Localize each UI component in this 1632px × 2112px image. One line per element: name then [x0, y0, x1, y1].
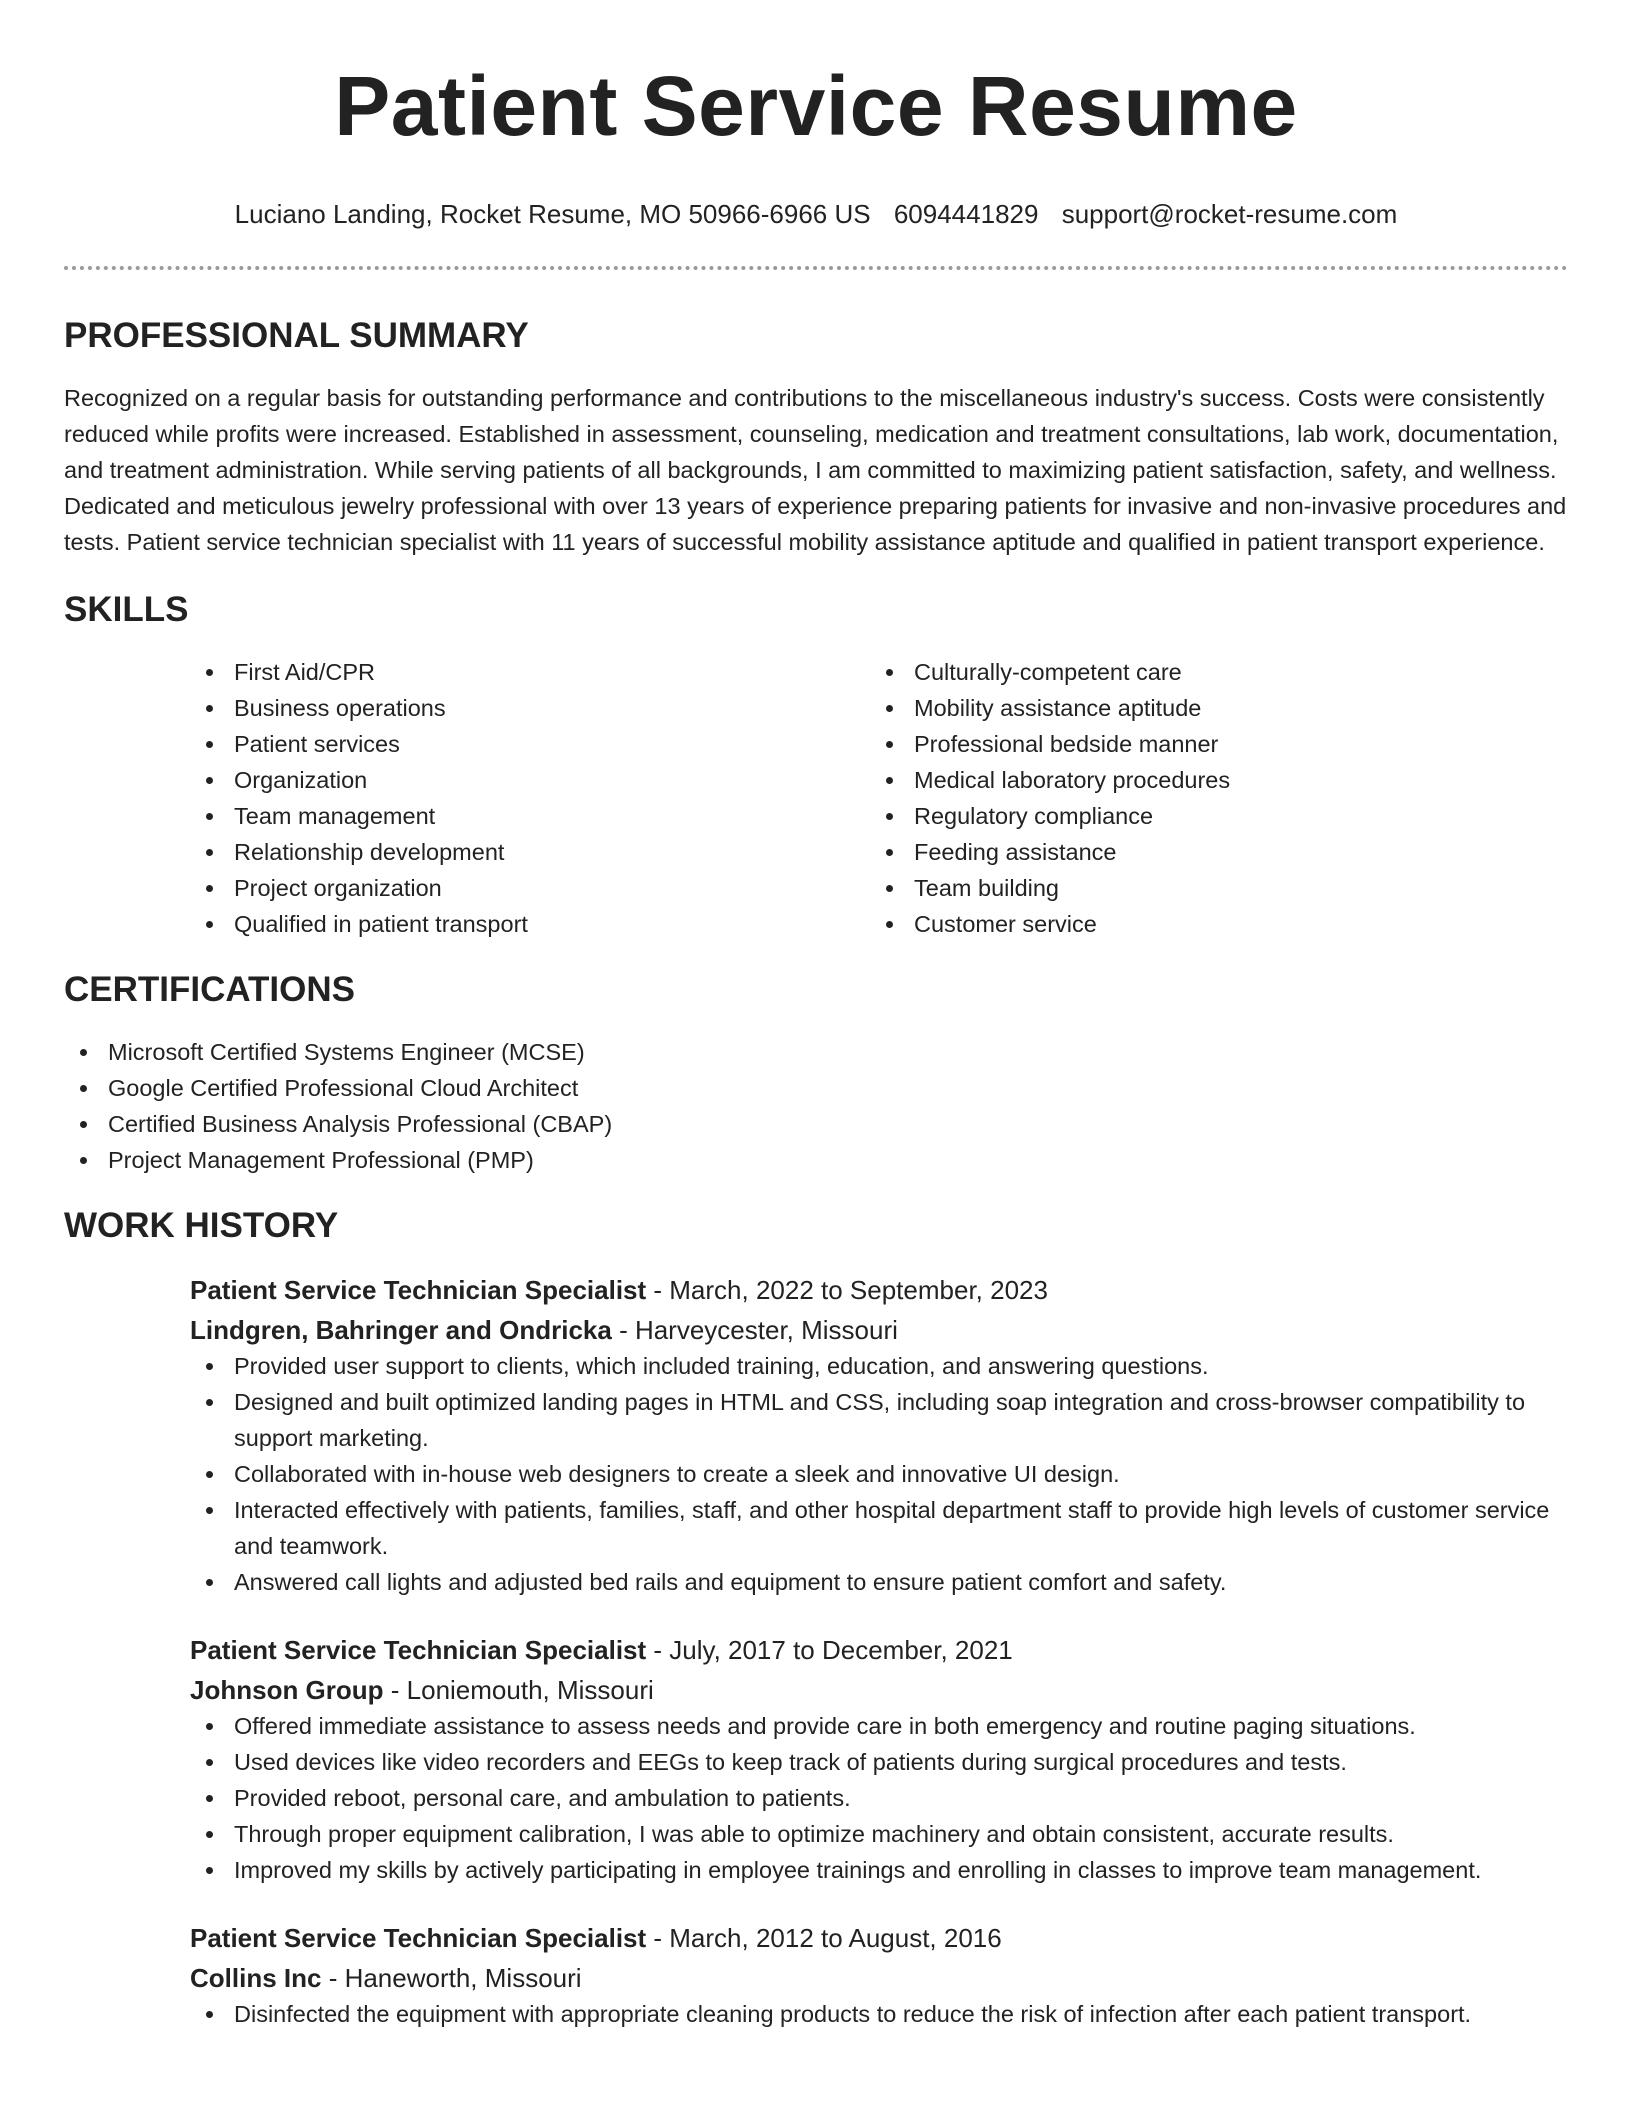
skills-list-right [870, 654, 1550, 942]
skill-item: Relationship development [190, 834, 870, 870]
skill-item: Team building [870, 870, 1550, 906]
skills-heading: SKILLS [64, 590, 189, 629]
job-entry [190, 1272, 1568, 1600]
job-company: Johnson Group [190, 1675, 384, 1705]
job-duty-item: Used devices like video recorders and EEGs to keep track of patients during surgical procedures and tests. [190, 1744, 1568, 1780]
job-dates: - July, 2017 to December, 2021 [646, 1635, 1013, 1665]
job-company-line [190, 1960, 1568, 1996]
certification-item: Certified Business Analysis Professional (CBAP) [64, 1106, 1568, 1142]
summary-heading: PROFESSIONAL SUMMARY [64, 316, 529, 355]
job-duty-item: Through proper equipment calibration, I was able to optimize machinery and obtain consistent, accurate results. [190, 1816, 1568, 1852]
work-history-heading: WORK HISTORY [64, 1206, 339, 1245]
skill-item: Team management [190, 798, 870, 834]
contact-line [64, 196, 1568, 232]
contact-email: support@rocket-resume.com [1061, 199, 1398, 229]
job-duty-item: Collaborated with in-house web designers to create a sleek and innovative UI design. [190, 1456, 1568, 1492]
contact-address: Luciano Landing, Rocket Resume, MO 50966-6966 US [234, 199, 871, 229]
job-duty-item: Designed and built optimized landing pages in HTML and CSS, including soap integration and cross-browser compatibility to support marketing. [190, 1384, 1568, 1456]
job-title-line [190, 1272, 1568, 1308]
job-duty-item: Answered call lights and adjusted bed rails and equipment to ensure patient comfort and safety. [190, 1564, 1568, 1600]
job-title: Patient Service Technician Specialist [190, 1923, 647, 1953]
skills-columns [190, 654, 1568, 942]
job-duty-item: Provided reboot, personal care, and ambulation to patients. [190, 1780, 1568, 1816]
certifications-list [64, 1034, 1568, 1178]
job-duties-list [190, 1996, 1568, 2032]
job-dates: - March, 2022 to September, 2023 [646, 1275, 1048, 1305]
job-location: - Loniemouth, Missouri [383, 1675, 654, 1705]
certification-item: Microsoft Certified Systems Engineer (MCSE) [64, 1034, 1568, 1070]
job-dates: - March, 2012 to August, 2016 [646, 1923, 1002, 1953]
skill-item: Patient services [190, 726, 870, 762]
job-entry [190, 1632, 1568, 1888]
page-title: Patient Service Resume [334, 59, 1298, 153]
resume-page [64, 0, 1568, 2032]
job-duty-item: Provided user support to clients, which included training, education, and answering questions. [190, 1348, 1568, 1384]
skill-item: Qualified in patient transport [190, 906, 870, 942]
job-duty-item: Offered immediate assistance to assess needs and provide care in both emergency and routine paging situations. [190, 1708, 1568, 1744]
job-title-line [190, 1920, 1568, 1956]
job-title: Patient Service Technician Specialist [190, 1275, 647, 1305]
job-company-line [190, 1672, 1568, 1708]
job-duties-list [190, 1348, 1568, 1600]
skill-item: Feeding assistance [870, 834, 1550, 870]
summary-text: Recognized on a regular basis for outstanding performance and contributions to the miscellaneous industry's success. Costs were consistently reduced while profits were increased. Established in assessment, counseling, medication and treatment consultations, lab work, documentation, and treatment administration. While serving patients of all backgrounds, I am committed to maximizing patient satisfaction, safety, and wellness. Dedicated and meticulous jewelry professional with over 13 years of experience preparing patients for invasive and non-invasive procedures and tests. Patient service technician specialist with 11 years of successful mobility assistance aptitude and qualified in patient transport experience. [64, 385, 1567, 555]
header-divider [64, 266, 1568, 270]
job-duty-item: Interacted effectively with patients, families, staff, and other hospital department staff to provide high levels of customer service and teamwork. [190, 1492, 1568, 1564]
skill-item: Culturally-competent care [870, 654, 1550, 690]
skill-item: Organization [190, 762, 870, 798]
job-location: - Harveycester, Missouri [611, 1315, 898, 1345]
job-company: Collins Inc [190, 1963, 322, 1993]
certification-item: Project Management Professional (PMP) [64, 1142, 1568, 1178]
contact-phone: 6094441829 [893, 199, 1039, 229]
job-company: Lindgren, Bahringer and Ondricka [190, 1315, 612, 1345]
skill-item: Business operations [190, 690, 870, 726]
skill-item: Medical laboratory procedures [870, 762, 1550, 798]
job-duty-item: Improved my skills by actively participating in employee trainings and enrolling in classes to improve team management. [190, 1852, 1568, 1888]
skill-item: Mobility assistance aptitude [870, 690, 1550, 726]
job-title: Patient Service Technician Specialist [190, 1635, 647, 1665]
job-company-line [190, 1312, 1568, 1348]
job-location: - Haneworth, Missouri [321, 1963, 582, 1993]
job-title-line [190, 1632, 1568, 1668]
skill-item: Professional bedside manner [870, 726, 1550, 762]
job-duty-item: Disinfected the equipment with appropriate cleaning products to reduce the risk of infection after each patient transport. [190, 1996, 1568, 2032]
skills-list-left [190, 654, 870, 942]
skill-item: Regulatory compliance [870, 798, 1550, 834]
skill-item: First Aid/CPR [190, 654, 870, 690]
certification-item: Google Certified Professional Cloud Architect [64, 1070, 1568, 1106]
job-duties-list [190, 1708, 1568, 1888]
certifications-heading: CERTIFICATIONS [64, 970, 356, 1009]
skill-item: Project organization [190, 870, 870, 906]
job-entry [190, 1920, 1568, 2032]
skill-item: Customer service [870, 906, 1550, 942]
